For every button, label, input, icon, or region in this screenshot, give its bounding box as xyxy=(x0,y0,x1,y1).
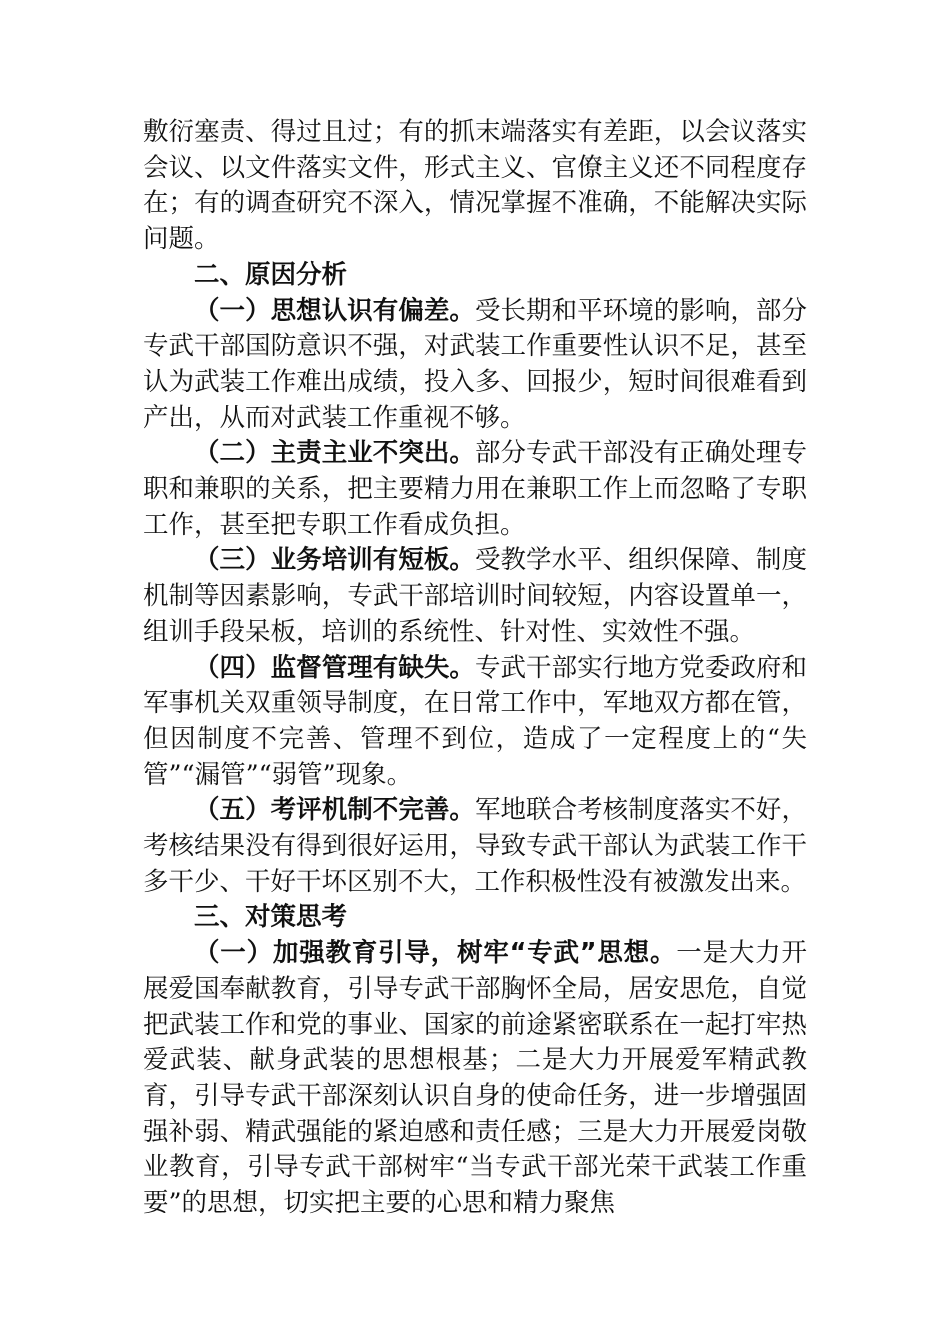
section-heading-cause-analysis: 二、原因分析 xyxy=(194,259,348,290)
countermeasure-paragraph-1 xyxy=(143,936,807,1222)
continuation-paragraph: 敷衍塞责、得过且过；有的抓末端落实有差距，以会议落实会议、以文件落实文件，形式主义、官僚主义还不同程度存在；有的调查研究不深入，情况掌握不准确，不能解决实际问题。 xyxy=(143,117,807,255)
cause-paragraph-1 xyxy=(143,294,807,437)
cause-paragraph-2 xyxy=(143,436,807,543)
countermeasure-body-1: 一是大力开展爱国奉献教育，引导专武干部胸怀全局，居安思危，自觉把武装工作和党的事业、国家的前途紧密联系在一起打牢热爱武装、献身武装的思想根基；二是大力开展爱军精武教育，引导专武干部深刻认识自身的使命任务，进一步增强固强补弱、精武强能的紧迫感和责任感；三是大力开展爱岗敬业教育，引导专武干部树牢“当专武干部光荣干武装工作重要”的思想，切实把主要的心思和精力聚焦 xyxy=(143,938,807,1219)
cause-paragraph-5 xyxy=(143,793,807,900)
countermeasure-lead-1: （一）加强教育引导，树牢“专武”思想。 xyxy=(194,938,677,969)
cause-lead-4: （四）监督管理有缺失。 xyxy=(194,652,475,683)
cause-lead-1: （一）思想认识有偏差。 xyxy=(194,295,475,326)
cause-body-4: 专武干部实行地方党委政府和军事机关双重领导制度，在日常工作中，军地双方都在管，但因制度不完善、管理不到位，造成了一定程度上的“失管”“漏管”“弱管”现象。 xyxy=(143,652,807,790)
document-page xyxy=(143,115,807,1222)
cause-lead-3: （三）业务培训有短板。 xyxy=(194,545,475,576)
cause-body-1: 受长期和平环境的影响，部分专武干部国防意识不强，对武装工作重要性认识不足，甚至认为武装工作难出成绩，投入多、回报少，短时间很难看到产出，从而对武装工作重视不够。 xyxy=(143,295,807,433)
cause-lead-5: （五）考评机制不完善。 xyxy=(194,795,475,826)
cause-body-2: 部分专武干部没有正确处理专职和兼职的关系，把主要精力用在兼职工作上而忽略了专职工作，甚至把专职工作看成负担。 xyxy=(143,438,807,540)
cause-lead-2: （二）主责主业不突出。 xyxy=(194,438,475,469)
cause-paragraph-4 xyxy=(143,651,807,794)
cause-paragraph-3 xyxy=(143,543,807,650)
section-heading-countermeasures: 三、对策思考 xyxy=(194,902,348,933)
cause-body-5: 军地联合考核制度落实不好，考核结果没有得到很好运用，导致专武干部认为武装工作干多干少、干好干坏区别不大，工作积极性没有被激发出来。 xyxy=(143,795,807,897)
cause-body-3: 受教学水平、组织保障、制度机制等因素影响，专武干部培训时间较短，内容设置单一，组训手段呆板，培训的系统性、针对性、实效性不强。 xyxy=(143,545,807,647)
